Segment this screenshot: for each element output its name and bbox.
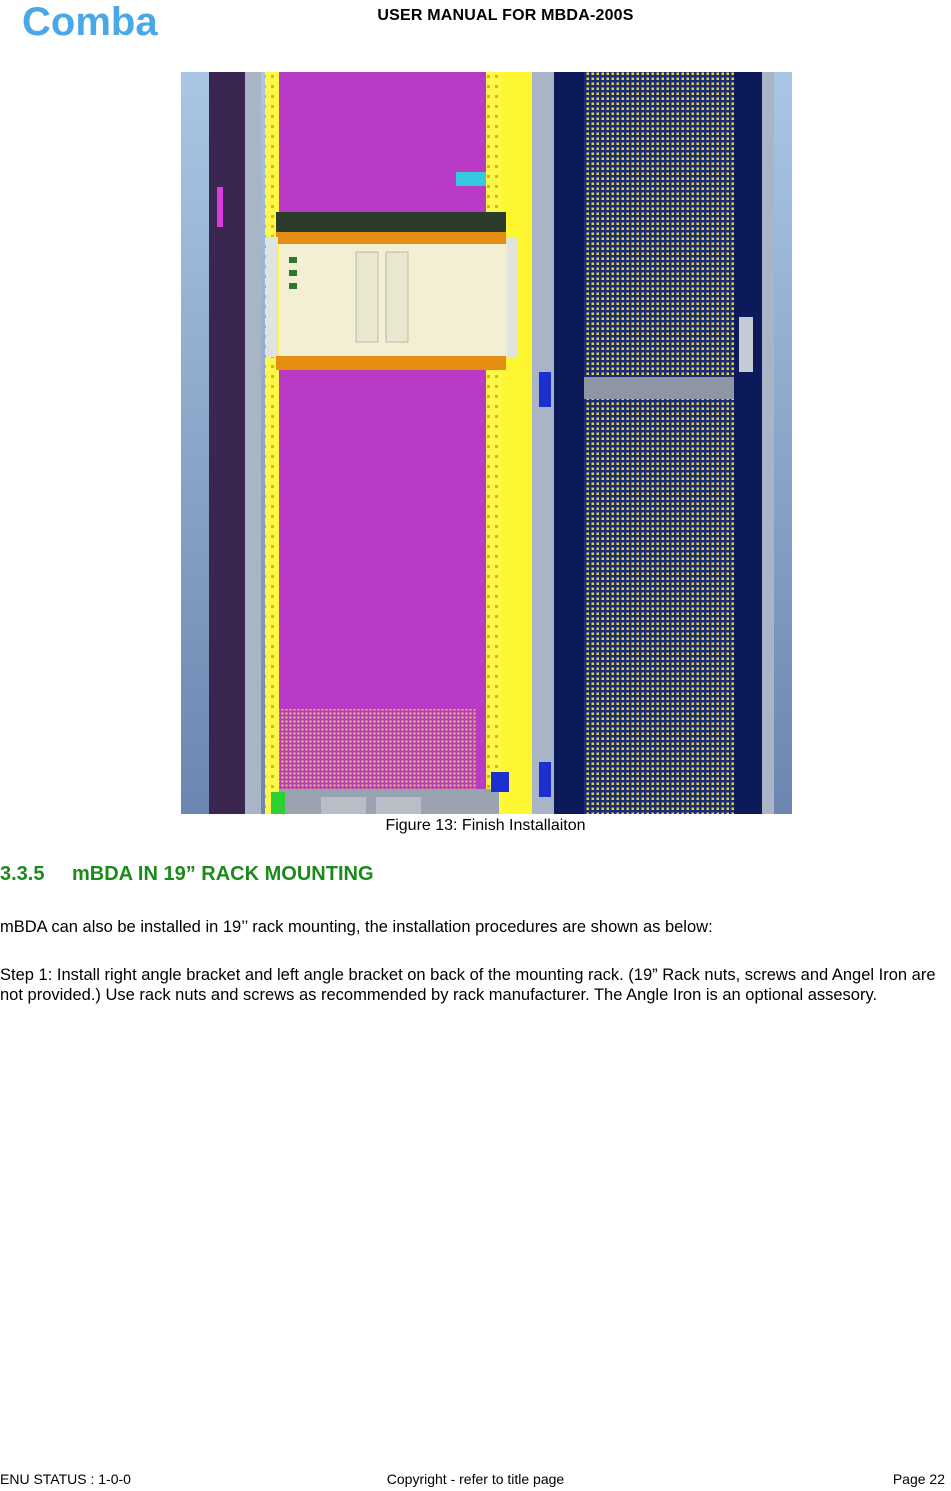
section-title: mBDA IN 19” RACK MOUNTING (72, 863, 374, 885)
footer-status: ENU STATUS : 1-0-0 (0, 1471, 131, 1487)
paragraph-intro: mBDA can also be installed in 19’’ rack mounting, the installation procedures are shown as below: (0, 918, 713, 936)
paragraph-step-1: Step 1: Install right angle bracket and left angle bracket on back of the mounting rack. (19” Rack nuts, screws and Angel Iron are not provided.) Use rack nuts and screws as recommended by rack manufacturer. The Angle Iron is an optional assesory. (0, 966, 936, 1004)
figure-caption: Figure 13: Finish Installaiton (385, 817, 586, 834)
rack-installation-figure (181, 72, 792, 814)
section-number: 3.3.5 (0, 863, 45, 885)
logo-text: Comba (22, 2, 158, 42)
footer-page-number: Page 22 (892, 1471, 945, 1487)
document-title: USER MANUAL FOR MBDA-200S (377, 7, 634, 24)
section-heading (0, 863, 374, 886)
footer-copyright: Copyright - refer to title page (386, 1471, 565, 1487)
